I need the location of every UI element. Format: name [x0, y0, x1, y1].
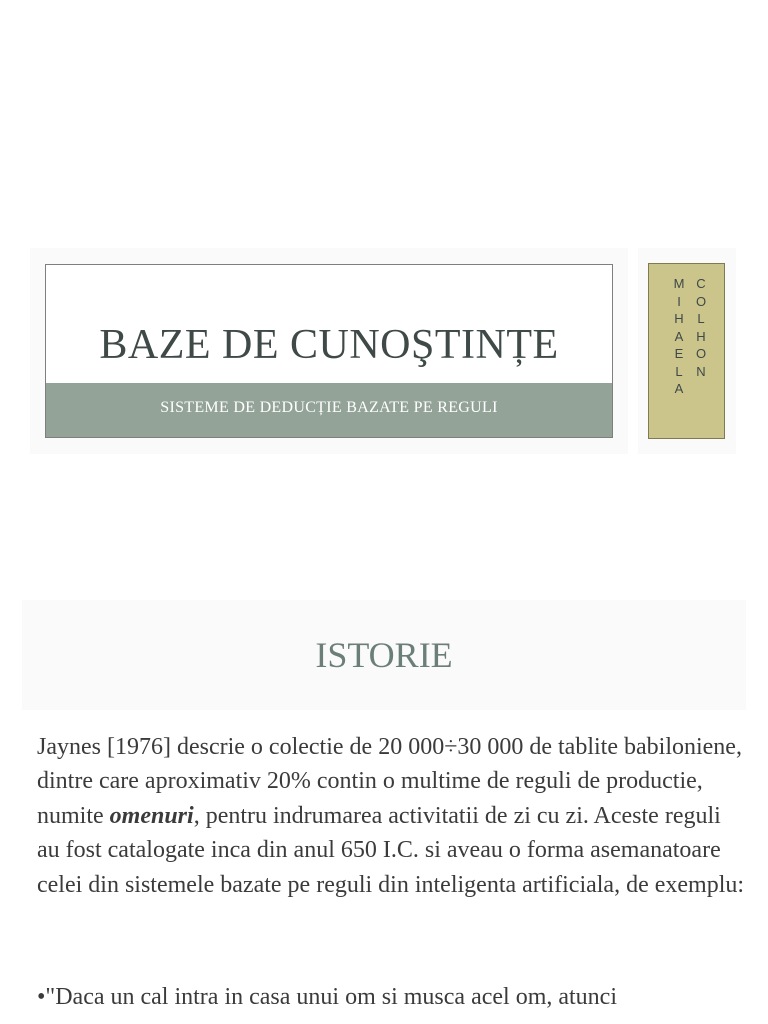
author-letter: O: [695, 293, 707, 309]
emphasized-term: omenuri: [109, 802, 194, 829]
author-letter: L: [675, 363, 683, 379]
bullet-mark: •: [37, 984, 46, 1010]
paragraph-text-after: , pentru indrumarea activitatii de zi cu zi. Aceste reguli au fost catalogate inca din anul 650 I.C. si aveau o forma asemanatoare celei din sistemele bazate pe reguli din inteligenta artificiala, de exemplu:: [37, 802, 745, 898]
section-title-frame: [22, 600, 746, 710]
author-letter: O: [695, 346, 707, 361]
section-title: ISTORIE: [315, 635, 453, 675]
author-letter: N: [696, 363, 706, 379]
author-letter: H: [696, 328, 706, 344]
author-letter: H: [674, 311, 684, 326]
bullet-item: [37, 980, 768, 1014]
author-last-name: [693, 275, 709, 380]
subtitle-band: [46, 383, 612, 437]
title-box: [45, 264, 613, 438]
author-letter: E: [674, 346, 684, 361]
author-letter: C: [696, 276, 706, 291]
author-letter: L: [697, 311, 705, 326]
author-letter: I: [677, 293, 681, 309]
author-letter: A: [674, 381, 684, 396]
bullet-text: "Daca un cal intra in casa unui om si musca acel om, atunci: [45, 984, 617, 1010]
paragraph-text-before: Jaynes [1976] descrie o colectie de 20 000÷30 000 de tablite babiloniene, dintre care aproximativ 20% contin o multime de reguli de productie, numite: [37, 734, 742, 829]
presentation-title: BAZE DE CUNOŞTINȚE: [99, 322, 559, 368]
author-name-box: [648, 263, 725, 439]
presentation-subtitle: SISTEME DE DEDUCȚIE BAZATE PE REGULI: [160, 399, 498, 416]
history-paragraph: [37, 730, 745, 902]
author-letter: A: [674, 328, 684, 344]
author-first-name: [671, 275, 687, 398]
author-letter: M: [673, 276, 685, 291]
